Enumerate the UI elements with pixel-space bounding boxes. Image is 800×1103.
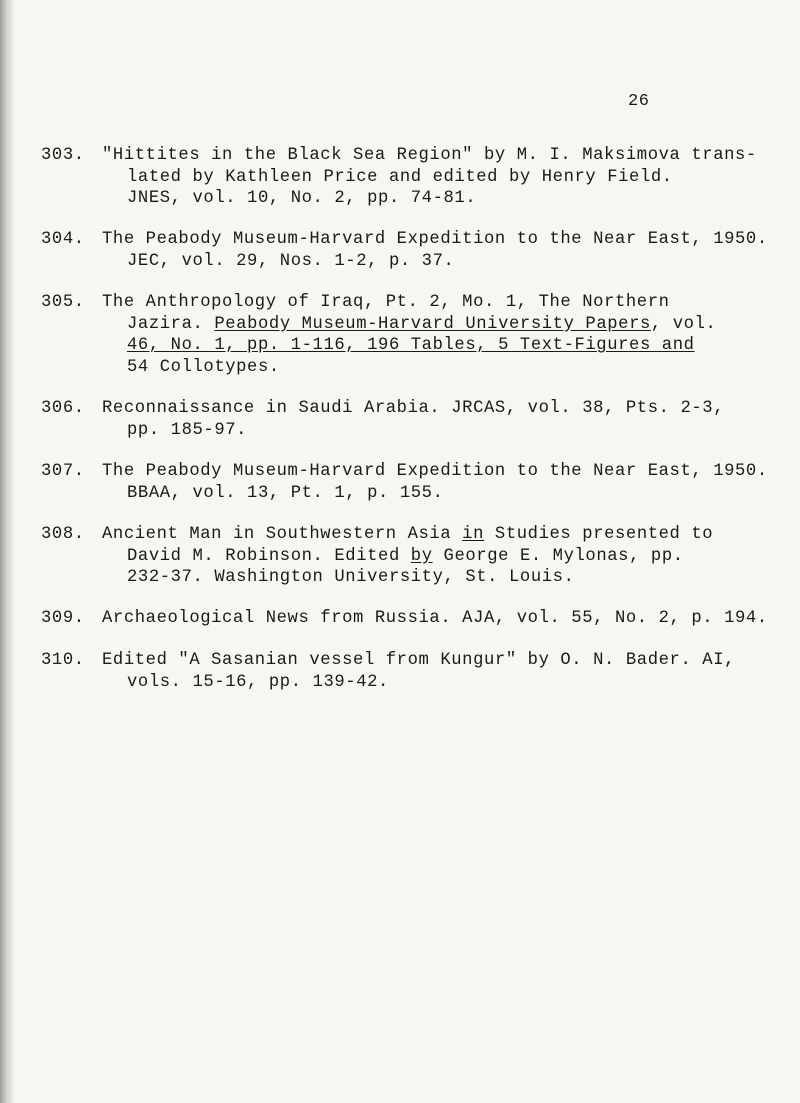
- entry-number: 304.: [41, 230, 85, 249]
- entry-line: "Hittites in the Black Sea Region" by M. I. Maksimova trans-: [102, 146, 757, 165]
- entry-number: 307.: [41, 462, 85, 481]
- entry-number: 308.: [41, 525, 85, 544]
- entry-line: JEC, vol. 29, Nos. 1-2, p. 37.: [127, 251, 455, 271]
- underlined-word: in: [462, 525, 485, 544]
- series-title: Peabody Museum-Harvard University Papers: [214, 314, 651, 334]
- entry-number: 306.: [41, 399, 85, 418]
- entry-number: 310.: [41, 651, 85, 670]
- scan-edge-shadow: [0, 0, 14, 1103]
- entry-line: The Anthropology of Iraq, Pt. 2, Mo. 1, The Northern: [102, 293, 670, 312]
- entry-text: [102, 524, 800, 589]
- entry-line: pp. 185-97.: [127, 420, 248, 440]
- entry-segment: David M. Robinson. Edited: [127, 546, 411, 566]
- entry-line: Reconnaissance in Saudi Arabia. JRCAS, vol. 38, Pts. 2-3,: [102, 399, 725, 418]
- entry-line: 54 Collotypes.: [127, 357, 280, 377]
- entry-text: [102, 229, 800, 272]
- entry-line: Edited "A Sasanian vessel from Kungur" by O. N. Bader. AI,: [102, 651, 736, 670]
- entry-line: 232-37. Washington University, St. Louis.: [127, 568, 575, 587]
- entry-line: The Peabody Museum-Harvard Expedition to the Near East, 1950.: [102, 462, 768, 481]
- entry-line: 46, No. 1, pp. 1-116, 196 Tables, 5 Text-Figures and: [127, 336, 695, 355]
- entry-line: lated by Kathleen Price and edited by Henry Field.: [127, 167, 673, 187]
- entry-text: [102, 461, 800, 504]
- entry-line: JNES, vol. 10, No. 2, pp. 74-81.: [127, 189, 477, 208]
- entry-line: [102, 546, 800, 568]
- page-number: 26: [628, 92, 650, 111]
- entry-line: The Peabody Museum-Harvard Expedition to the Near East, 1950.: [102, 230, 768, 249]
- entry-number: 305.: [41, 293, 85, 312]
- entry-segment: Jazira.: [127, 314, 215, 334]
- entry-segment: Ancient Man in Southwestern Asia: [102, 525, 463, 544]
- entry-text: [102, 292, 800, 378]
- entry-segment: , vol.: [650, 314, 717, 334]
- entry-number: 309.: [41, 609, 85, 628]
- entry-text: [102, 608, 800, 630]
- entry-line: Archaeological News from Russia. AJA, vol. 55, No. 2, p. 194.: [102, 609, 768, 628]
- entry-line: [102, 314, 800, 336]
- entry-segment: Studies presented to: [484, 525, 714, 544]
- entry-segment: George E. Mylonas, pp.: [432, 546, 684, 566]
- entry-text: [102, 145, 800, 210]
- entry-number: 303.: [41, 146, 85, 165]
- entry-text: [102, 650, 800, 693]
- entry-line: vols. 15-16, pp. 139-42.: [127, 672, 389, 692]
- entry-line: BBAA, vol. 13, Pt. 1, p. 155.: [127, 483, 444, 503]
- underlined-word: by: [410, 546, 433, 566]
- entry-text: [102, 398, 800, 441]
- entry-line: [102, 524, 800, 546]
